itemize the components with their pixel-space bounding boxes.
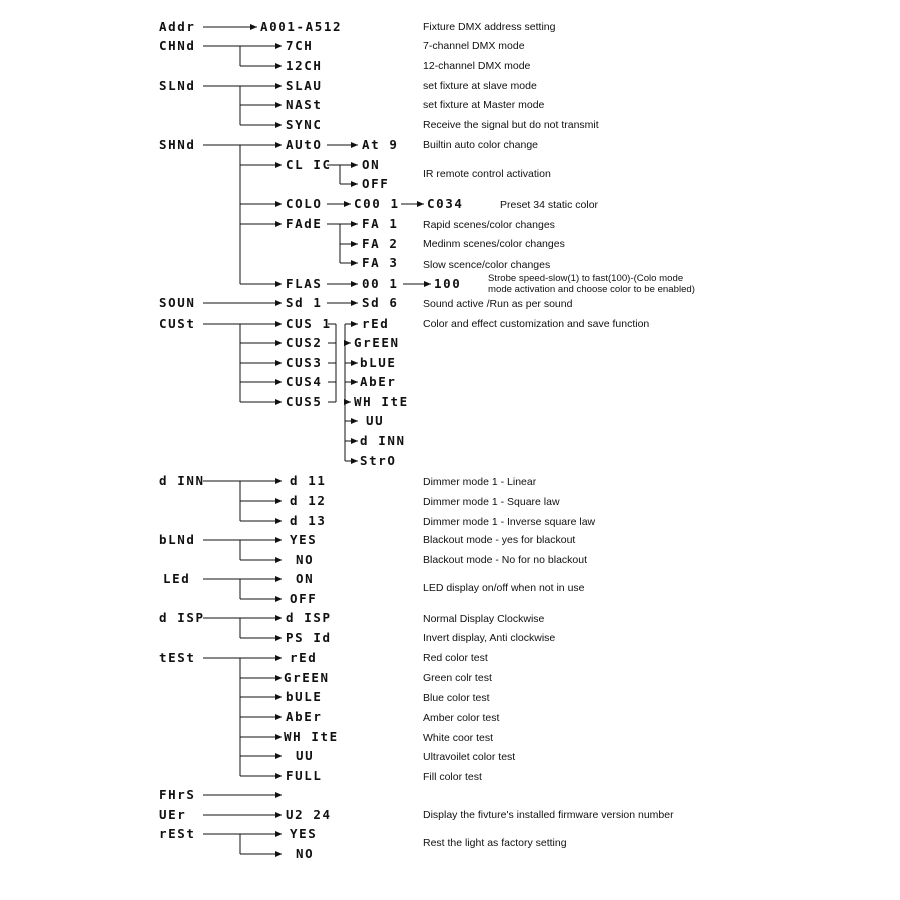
cust-color-uv: UU <box>366 413 385 428</box>
root-led: LEd <box>163 571 191 586</box>
cust-color-green: GrEEN <box>354 335 400 350</box>
blnd-opt-yes: YES <box>290 532 318 547</box>
dimm-opt-d13: d 13 <box>290 513 327 528</box>
shnd-fade-fa1-desc: Rapid scenes/color changes <box>423 219 555 231</box>
soun-desc: Sound active /Run as per sound <box>423 298 573 310</box>
slnd-opt-slau: SLAU <box>286 78 323 93</box>
test-opt-uv: UU <box>296 748 315 763</box>
test-opt-amber: AbEr <box>286 709 323 724</box>
slnd-desc-sync: Receive the signal but do not transmit <box>423 119 599 131</box>
test-desc-blue: Blue color test <box>423 692 490 704</box>
root-shnd: SHNd <box>159 137 196 152</box>
shnd-flas-desc-2: mode activation and choose color to be enabled) <box>488 284 695 295</box>
cust-opt-2: CUS2 <box>286 335 323 350</box>
cust-opt-5: CUS5 <box>286 394 323 409</box>
root-blnd: bLNd <box>159 532 196 547</box>
root-slnd: SLNd <box>159 78 196 93</box>
shnd-flas: FLAS <box>286 276 323 291</box>
shnd-clic: CL IC <box>286 157 332 172</box>
blnd-opt-no: NO <box>296 552 315 567</box>
root-fhrs: FHrS <box>159 787 196 802</box>
chnd-desc-12ch: 12-channel DMX mode <box>423 60 531 72</box>
root-addr: Addr <box>159 19 196 34</box>
disp-desc-invert: Invert display, Anti clockwise <box>423 632 556 644</box>
addr-desc: Fixture DMX address setting <box>423 21 556 33</box>
disp-opt-invert: PS Id <box>286 630 332 645</box>
ver-desc: Display the fivture's installed firmware version number <box>423 809 674 821</box>
dimm-desc-d13: Dimmer mode 1 - Inverse square law <box>423 516 596 528</box>
led-opt-on: ON <box>296 571 315 586</box>
blnd-desc-no: Blackout mode - No for no blackout <box>423 554 588 566</box>
dimm-desc-d11: Dimmer mode 1 - Linear <box>423 476 537 488</box>
shnd-colo-sub: C00 1 <box>354 196 400 211</box>
led-desc: LED display on/off when not in use <box>423 582 585 594</box>
cust-color-amber: AbEr <box>360 374 397 389</box>
soun-sub: Sd 1 <box>286 295 323 310</box>
slnd-desc-slau: set fixture at slave mode <box>423 80 537 92</box>
shnd-fade-fa1: FA 1 <box>362 216 399 231</box>
cust-color-strobe: StrO <box>360 453 397 468</box>
test-desc-red: Red color test <box>423 652 488 664</box>
root-soun: SOUN <box>159 295 196 310</box>
root-dimm: d INN <box>159 473 205 488</box>
soun-sub2: Sd 6 <box>362 295 399 310</box>
dimm-desc-d12: Dimmer mode 1 - Square law <box>423 496 560 508</box>
chnd-opt-7ch: 7CH <box>286 38 314 53</box>
cust-color-red: rEd <box>362 316 390 331</box>
cust-opt-1: CUS 1 <box>286 316 332 331</box>
shnd-fade-fa2-desc: Medinm scenes/color changes <box>423 238 565 250</box>
shnd-auto-desc: Builtin auto color change <box>423 139 538 151</box>
shnd-clic-off: OFF <box>362 176 390 191</box>
test-desc-green: Green colr test <box>423 672 492 684</box>
cust-color-dimmer: d INN <box>360 433 406 448</box>
led-opt-off: OFF <box>290 591 318 606</box>
root-cust: CUSt <box>159 316 196 331</box>
cust-desc: Color and effect customization and save function <box>423 318 650 330</box>
shnd-flas-sub2: 100 <box>434 276 462 291</box>
disp-opt-normal: d ISP <box>286 610 332 625</box>
shnd-auto: AUtO <box>286 137 323 152</box>
shnd-flas-sub: 00 1 <box>362 276 399 291</box>
root-disp: d ISP <box>159 610 205 625</box>
test-desc-uv: Ultravoilet color test <box>423 751 516 763</box>
test-opt-red: rEd <box>290 650 318 665</box>
shnd-fade-fa3-desc: Slow scence/color changes <box>423 259 551 271</box>
disp-desc-normal: Normal Display Clockwise <box>423 613 545 625</box>
root-rest: rESt <box>159 826 196 841</box>
test-desc-white: White coor test <box>423 732 494 744</box>
shnd-colo: COLO <box>286 196 323 211</box>
root-chnd: CHNd <box>159 38 196 53</box>
cust-opt-4: CUS4 <box>286 374 323 389</box>
shnd-fade-fa3: FA 3 <box>362 255 399 270</box>
shnd-flas-desc-1: Strobe speed-slow(1) to fast(100)-(Colo mode <box>488 273 684 284</box>
slnd-opt-sync: SYNC <box>286 117 323 132</box>
shnd-auto-sub: At 9 <box>362 137 399 152</box>
slnd-opt-nast: NASt <box>286 97 323 112</box>
root-test: tESt <box>159 650 196 665</box>
cust-opt-3: CUS3 <box>286 355 323 370</box>
shnd-colo-sub2: C034 <box>427 196 464 211</box>
slnd-desc-nast: set fixture at Master mode <box>423 99 545 111</box>
cust-color-blue: bLUE <box>360 355 397 370</box>
test-opt-blue: bULE <box>286 689 323 704</box>
rest-opt-no: NO <box>296 846 315 861</box>
shnd-fade-fa2: FA 2 <box>362 236 399 251</box>
cust-color-white: WH ItE <box>354 394 409 409</box>
rest-opt-yes: YES <box>290 826 318 841</box>
root-ver: UEr <box>159 807 187 822</box>
test-desc-full: Fill color test <box>423 771 482 783</box>
chnd-opt-12ch: 12CH <box>286 58 323 73</box>
connector <box>328 324 336 402</box>
test-opt-full: FULL <box>286 768 323 783</box>
ver-value: U2 24 <box>286 807 332 822</box>
addr-value: A001-A512 <box>260 19 343 34</box>
shnd-fade: FAdE <box>286 216 323 231</box>
shnd-colo-desc: Preset 34 static color <box>500 199 599 211</box>
blnd-desc-yes: Blackout mode - yes for blackout <box>423 534 576 546</box>
test-opt-green: GrEEN <box>284 670 330 685</box>
test-opt-white: WH ItE <box>284 729 339 744</box>
chnd-desc-7ch: 7-channel DMX mode <box>423 40 525 52</box>
dimm-opt-d12: d 12 <box>290 493 327 508</box>
test-desc-amber: Amber color test <box>423 712 500 724</box>
shnd-clic-desc: IR remote control activation <box>423 168 551 180</box>
shnd-clic-on: ON <box>362 157 381 172</box>
dimm-opt-d11: d 11 <box>290 473 327 488</box>
rest-desc: Rest the light as factory setting <box>423 837 567 849</box>
